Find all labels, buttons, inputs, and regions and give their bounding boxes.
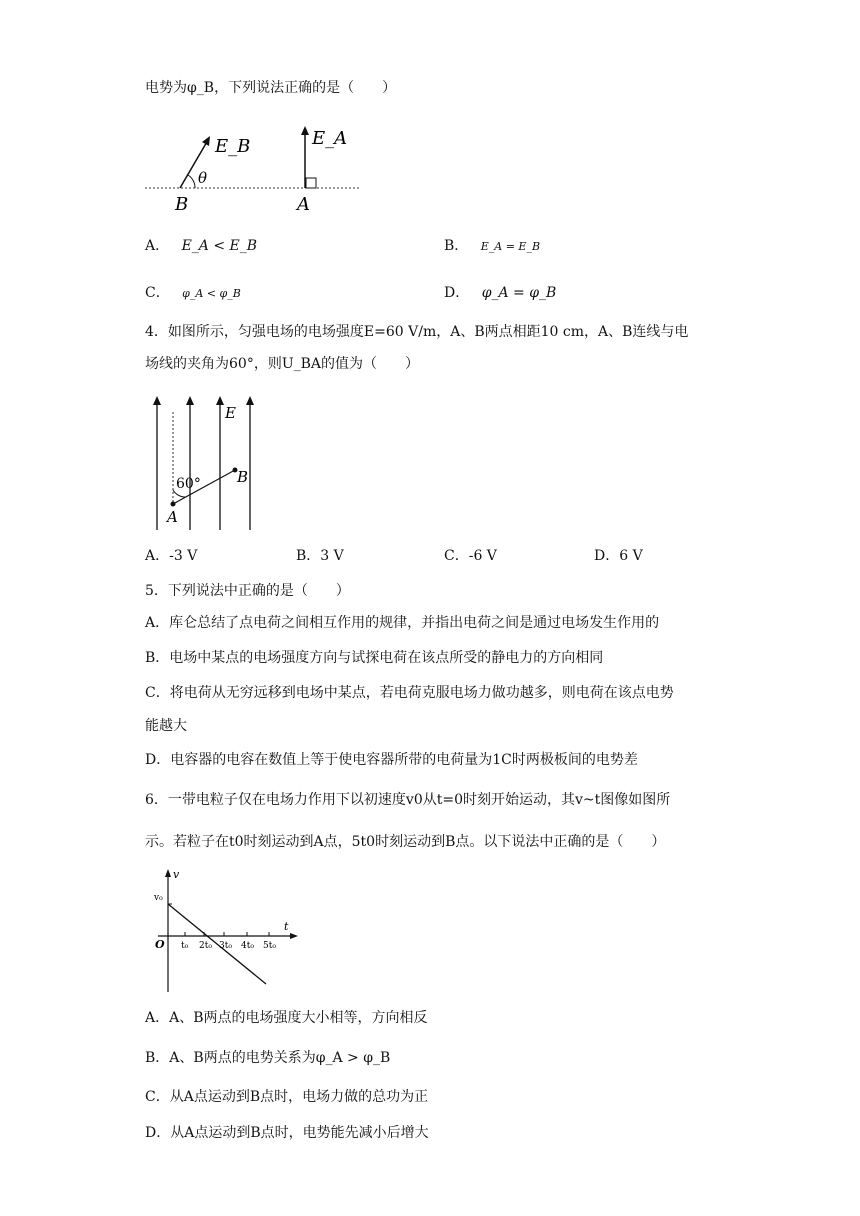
option-letter: C．	[145, 685, 170, 701]
field-arrowheads	[153, 396, 254, 405]
option-text: A、B两点的电势关系为φ_A > φ_B	[169, 1050, 391, 1066]
q5-option-c[interactable]	[145, 683, 674, 703]
point-a	[171, 502, 176, 507]
q5-option-c-continued	[145, 716, 187, 736]
option-text: φ_A < φ_B	[182, 287, 241, 300]
option-letter: A．	[145, 238, 170, 254]
q4-stem-line2: 场线的夹角为60°，则U_BA的值为（ ）	[145, 356, 420, 372]
label-e: E	[225, 404, 236, 422]
label-theta: θ	[198, 169, 208, 187]
tick-label-5t0: 5t₀	[263, 941, 276, 951]
q3-option-c[interactable]	[145, 283, 241, 304]
label-angle: 60°	[176, 476, 201, 492]
option-letter: B．	[296, 548, 321, 564]
q6-stem-line1: 6．一带电粒子仅在电场力作用下以初速度v0从t=0时刻开始运动，其v~t图像如图所	[145, 792, 671, 808]
option-text: 6 V	[619, 548, 643, 564]
q6-stem-line2: 示。若粒子在t0时刻运动到A点，5t0时刻运动到B点。以下说法中正确的是（ ）	[145, 834, 666, 850]
option-text: 电场中某点的电场强度方向与试探电荷在该点所受的静电力的方向相同	[169, 650, 604, 666]
option-letter: C．	[145, 1089, 170, 1105]
q4-option-b[interactable]	[296, 546, 344, 566]
label-eb: E_B	[215, 136, 251, 157]
q3-option-a[interactable]	[145, 236, 257, 256]
ea-arrowhead	[301, 126, 309, 135]
option-text: 将电荷从无穷远移到电场中某点，若电荷克服电场力做功越多，则电荷在该点电势	[169, 685, 674, 701]
option-letter: D．	[594, 548, 620, 564]
option-text: -3 V	[169, 548, 198, 564]
option-letter: D．	[145, 1125, 171, 1141]
option-letter: B．	[145, 650, 170, 666]
option-text: 电容器的电容在数值上等于使电容器所带的电荷量为1C时两极板间的电势差	[170, 752, 638, 768]
option-text: φ_A = φ_B	[481, 285, 557, 301]
q3-stem-tail: 电势为φ_B，下列说法正确的是（ ）	[145, 80, 397, 96]
q3-option-d[interactable]	[444, 283, 556, 303]
option-text: A、B两点的电场强度大小相等，方向相反	[169, 1010, 428, 1026]
v-axis-arrowhead	[165, 869, 171, 877]
q3-option-b[interactable]	[444, 236, 540, 257]
option-text: 3 V	[320, 548, 344, 564]
label-t: t	[284, 920, 289, 933]
option-letter: B．	[145, 1050, 170, 1066]
option-letter: D．	[145, 752, 171, 768]
right-angle-mark	[306, 178, 316, 188]
option-text: E_A = E_B	[480, 240, 541, 253]
option-text: 从A点运动到B点时，电势能先减小后增大	[170, 1125, 429, 1141]
q6-option-a[interactable]	[145, 1008, 428, 1028]
q5-stem: 5．下列说法中正确的是（ ）	[145, 583, 350, 599]
tick-label-4t0: 4t₀	[241, 941, 254, 951]
option-letter: D．	[444, 285, 470, 301]
label-a: A	[297, 194, 310, 215]
option-text: -6 V	[468, 548, 497, 564]
label-b: B	[175, 194, 189, 215]
q4-option-a[interactable]	[145, 546, 197, 566]
q4-option-d[interactable]	[594, 546, 643, 566]
label-ea: E_A	[312, 128, 348, 149]
option-letter: A．	[145, 548, 170, 564]
q3-field-figure	[140, 120, 370, 215]
q4-stem-line1: 4．如图所示，匀强电场的电场强度E=60 V/m，A、B两点相距10 cm，A、B连线与电	[145, 324, 689, 340]
tick-label-3t0: 3t₀	[219, 941, 232, 951]
theta-arc	[188, 175, 195, 188]
q5-option-a[interactable]	[145, 613, 659, 633]
q6-option-b[interactable]	[145, 1048, 390, 1068]
label-v0: v₀	[154, 893, 163, 903]
q5-option-b[interactable]	[145, 648, 603, 668]
option-text: 从A点运动到B点时，电场力做的总功为正	[169, 1089, 429, 1105]
option-letter: C．	[444, 548, 469, 564]
label-v: v	[173, 868, 180, 881]
option-text: E_A < E_B	[181, 238, 258, 254]
option-letter: B．	[444, 238, 469, 254]
q5-option-d[interactable]	[145, 750, 638, 770]
label-b: B	[237, 468, 249, 486]
q6-option-d[interactable]	[145, 1123, 429, 1143]
q6-vt-graph	[148, 866, 300, 994]
q6-option-c[interactable]	[145, 1087, 428, 1107]
option-letter: A．	[145, 1010, 170, 1026]
option-letter: C．	[145, 285, 170, 301]
option-letter: A．	[145, 615, 170, 631]
q4-option-c[interactable]	[444, 546, 497, 566]
option-text: 能越大	[145, 718, 187, 734]
tick-label-t0: t₀	[181, 941, 189, 951]
option-text: 库仑总结了点电荷之间相互作用的规律，并指出电荷之间是通过电场发生作用的	[169, 615, 660, 631]
label-o: O	[155, 938, 165, 951]
tick-label-2t0: 2t₀	[199, 941, 212, 951]
label-a: A	[167, 508, 178, 526]
t-axis-arrowhead	[290, 933, 298, 939]
q4-uniform-field-figure	[145, 392, 265, 532]
